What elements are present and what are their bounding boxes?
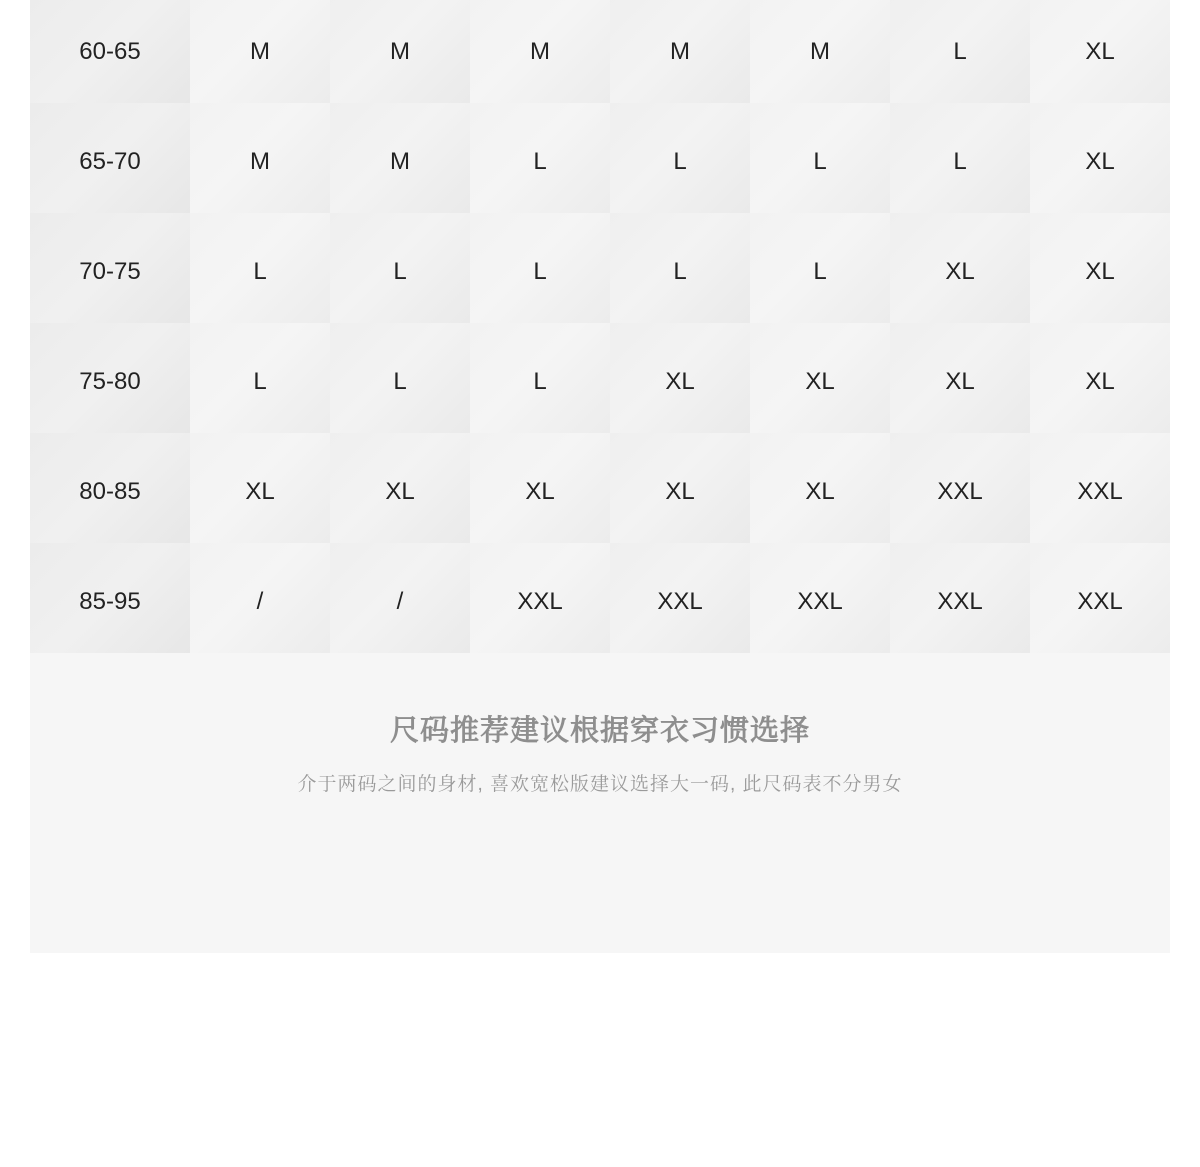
size-cell [1030,103,1170,213]
size-value: L [953,38,967,65]
size-value: L [673,258,687,285]
size-value: M [390,38,410,65]
size-cell [470,543,610,653]
table-row [30,550,1170,660]
size-value: M [810,38,830,65]
size-cell [330,103,470,213]
size-value: L [393,258,407,285]
size-value: XXL [1077,588,1123,615]
size-value: XXL [937,478,983,505]
size-cell [890,213,1030,323]
recommendation-title: 尺码推荐建议根据穿衣习惯选择 [389,715,810,747]
range-label: 80-85 [79,478,141,505]
size-cell [750,213,890,323]
size-value: XXL [1077,478,1123,505]
table-row [30,0,1170,110]
size-cell [610,323,750,433]
size-cell [610,0,750,103]
size-value: XL [1085,148,1115,175]
size-cell [750,323,890,433]
table-row [30,110,1170,220]
size-cell [190,433,330,543]
table-row [30,220,1170,330]
range-cell [30,213,190,323]
size-cell [890,103,1030,213]
range-label: 75-80 [79,368,141,395]
table-row [30,440,1170,550]
size-value: M [670,38,690,65]
size-value: XL [245,478,275,505]
size-value: L [393,368,407,395]
size-value: L [953,148,967,175]
size-value: L [253,258,267,285]
size-value: XL [1085,38,1115,65]
size-value: L [533,368,547,395]
size-value: M [530,38,550,65]
size-value: XL [805,368,835,395]
size-value: XL [1085,368,1115,395]
size-cell [610,543,750,653]
size-cell [330,543,470,653]
size-chart-panel [30,0,1170,953]
size-recommendation-table [30,0,1170,660]
range-cell [30,543,190,653]
size-cell [750,543,890,653]
size-cell [190,213,330,323]
size-value: XXL [797,588,843,615]
size-value: XXL [937,588,983,615]
size-cell [1030,0,1170,103]
size-value: XL [1085,258,1115,285]
size-cell [890,323,1030,433]
size-value: M [250,148,270,175]
recommendation-subtitle: 介于两码之间的身材, 喜欢宽松版建议选择大一码, 此尺码表不分男女 [297,774,903,795]
size-cell [1030,213,1170,323]
size-value: L [253,368,267,395]
size-value: XXL [657,588,703,615]
size-cell [750,433,890,543]
size-value: M [390,148,410,175]
table-row [30,330,1170,440]
size-value: XL [385,478,415,505]
size-value: XXL [517,588,563,615]
size-cell [890,543,1030,653]
size-cell [330,213,470,323]
size-cell [190,0,330,103]
size-value: XL [945,258,975,285]
size-cell [1030,323,1170,433]
size-value: / [396,588,404,615]
size-cell [1030,543,1170,653]
size-cell [890,0,1030,103]
size-cell [610,103,750,213]
size-value: L [813,148,827,175]
size-value: L [813,258,827,285]
size-cell [190,543,330,653]
size-cell [610,213,750,323]
range-label: 70-75 [79,258,141,285]
size-value: L [673,148,687,175]
size-cell [330,433,470,543]
size-cell [330,323,470,433]
size-cell [190,103,330,213]
size-value: XL [805,478,835,505]
range-cell [30,433,190,543]
range-label: 85-95 [79,588,141,615]
size-cell [470,323,610,433]
size-value: XL [525,478,555,505]
size-cell [470,103,610,213]
size-cell [610,433,750,543]
size-value: XL [665,368,695,395]
range-cell [30,323,190,433]
size-cell [890,433,1030,543]
size-value: L [533,148,547,175]
size-cell [470,0,610,103]
size-value: / [256,588,264,615]
range-cell [30,0,190,103]
size-value: XL [945,368,975,395]
size-cell [1030,433,1170,543]
size-value: XL [665,478,695,505]
range-cell [30,103,190,213]
size-value: M [250,38,270,65]
range-label: 60-65 [79,38,141,65]
size-cell [190,323,330,433]
size-cell [470,433,610,543]
size-value: L [533,258,547,285]
size-cell [750,103,890,213]
size-cell [330,0,470,103]
range-label: 65-70 [79,148,141,175]
size-cell [470,213,610,323]
size-cell [750,0,890,103]
